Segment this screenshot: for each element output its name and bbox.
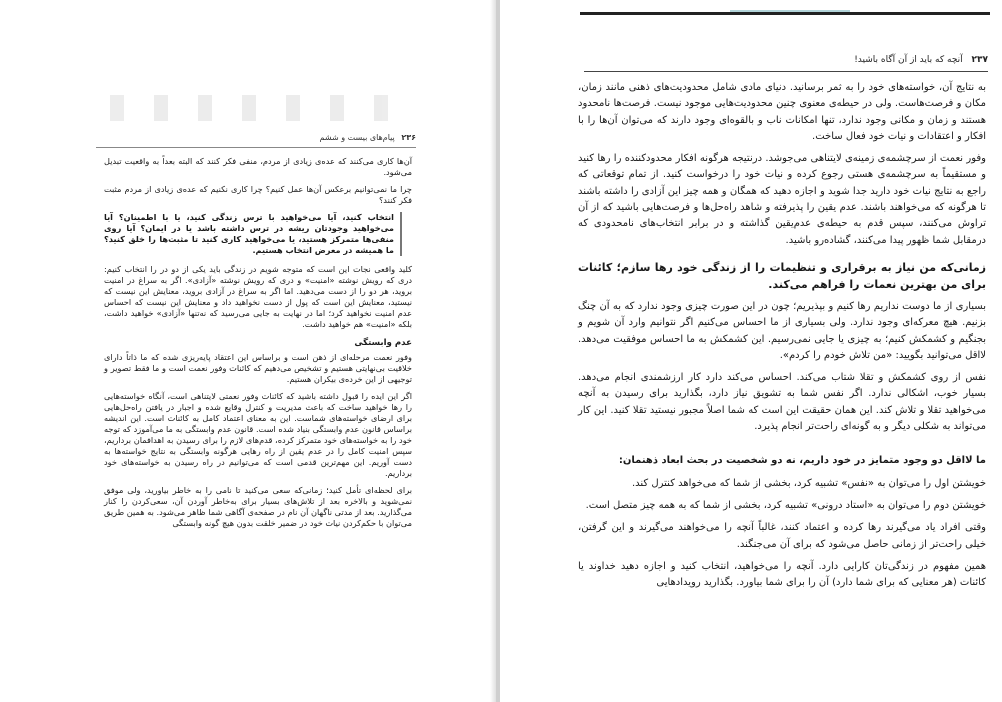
right-paragraph: همین مفهوم در زندگی‌تان کارایی دارد. آنچه را می‌خواهید، انتخاب کنید و اجازه دهید خداوند یا کائنات (هر معنایی که برای شما دارد) آن را برای شما بیاورد. بگذارید رویدادهایی (578, 560, 986, 589)
left-body-text (104, 156, 412, 535)
right-paragraph: بسیاری از ما دوست نداریم رها کنیم و بپذیریم؛ چون در این صورت چیزی وجود ندارد که به آن چنگ بزنیم. هیچ معرکه‌ای وجود ندارد. ولی بسیاری از ما احساس می‌کنیم اگر نتوانیم وارد آن شویم و بجنگیم و کشمکش کنیم؛ به چیزی یا جایی نمی‌رسیم. این کشمکش به ما احساس موفقیت می‌دهد. لااقل می‌توانید بگویید: «من تلاش خودم را کردم». (578, 300, 986, 361)
left-paragraph: اگر این ایده را قبول داشته باشید که کائنات وفور نعمتی لایتناهی است، آنگاه خواسته‌هایی را رها خواهید ساخت که باعث مدیریت و کنترل وقایع شده و اجبار در یافتن راه‌حل‌هایی برای ارضای خواسته‌های شماست. این به معنای اعتماد کامل به کائنات است. این اندیشه براساس قانون عدم وابستگی بنیاد شده است. قانون عدم وابستگی به ما می‌آموزد که توجه خود را به خواسته‌های خود متمرکز کرده، قدم‌های لازم را برای رسیدن به اهدافمان برداریم، سپس امنیت کامل را در عدم یقین از راه رهایی هرگونه وابستگی به نتایج خواسته‌ها به دست آوریم. این مهم‌ترین قدمی است که می‌توانیم در راه رسیدن به خواسته‌های خود برداریم. (104, 391, 412, 478)
left-paragraph: آن‌ها کاری می‌کنند که عده‌ی زیادی از مردم، منفی فکر کنند که البته بعداً به واقعیت تبدیل می‌شود. (104, 156, 412, 177)
top-rule (580, 12, 990, 15)
right-header-title: آنچه که باید از آن آگاه باشید! (854, 55, 963, 65)
right-body-text (578, 80, 986, 597)
top-rule-accent (730, 10, 850, 12)
left-highlight-box: انتخاب کنید، آیا می‌خواهید با ترس زندگی کنید، یا با اطمینان؟ آیا می‌خواهید وجودتان ریشه در ترس داشته باشد یا در ایمان؟ آیا روی منفی‌ها متمرکز هستید، یا می‌خواهید کاری کنید تا مثبت‌ها را خلق کنید؟ ما همیشه در معرض انتخاب هستیم. (104, 212, 402, 256)
left-paragraph: چرا ما نمی‌توانیم برعکس آن‌ها عمل کنیم؟ چرا کاری نکنیم که عده‌ی زیادی از مردم مثبت فکر کنند؟ (104, 184, 412, 205)
right-paragraph: خویشتن اول را می‌توان به «نفس» تشبیه کرد، بخشی از شما که می‌خواهد کنترل کند. (631, 477, 986, 489)
right-paragraph: نفس از روی کشمکش و تقلا شتاب می‌کند. احساس می‌کند دارد کار ارزشمندی انجام می‌دهد. بسیار خوب، اشکالی ندارد. اگر نفس شما به تشویق نیاز دارد، بگذارید برای رسیدن به آنچه می‌خواهید تقلا و تلاش کند. این همان حقیقت این است که شما اصلاً مجبور نیستید تقلا کنید. این کار می‌تواند به شکلی دیگر و به گونه‌ای راحت‌تر انجام پذیرد. (578, 372, 986, 433)
left-paragraph: برای لحظه‌ای تأمل کنید؛ زمانی‌که سعی می‌کنید تا نامی را به خاطر بیاورید، ولی موفق نمی‌شوید و بالاخره بعد از تلاش‌های بسیار برای به‌خاطر آوردن آن، سعی‌کردن را کنار می‌گذارید. بعد از مدتی ناگهان آن نام در صفحه‌ی آگاهی شما ظاهر می‌شود. به همین طریق می‌توان با حکم‌کردن نیات خود در ضمیر خلقت بدون هیچ گونه وابستگی (104, 485, 412, 528)
right-running-header (584, 55, 988, 72)
right-page (500, 0, 1002, 702)
right-page-number: ۲۳۷ (971, 55, 988, 65)
right-paragraph: وقتی افراد یاد می‌گیرند رها کرده و اعتماد کنند، غالباً آنچه را می‌خواهند می‌گیرند و این گرفتن، خیلی راحت‌تر از زمانی حاصل می‌شود که برای آن می‌جنگند. (578, 522, 986, 550)
right-paragraph: وفور نعمت از سرچشمه‌ی زمینه‌ی لایتناهی می‌جوشد. درنتیجه هرگونه افکار محدودکننده را رها کنید و مستقیماً به سرچشمه‌ی هستی رجوع کرده و نیات خود را درخواست کنید. از تمام توقعاتی که راجع به نتایج نیات خود دارید جدا شوید و اجازه دهید که همگان و همه چیز این آزادی را داشته باشند تا هرگونه که می‌خواهند باشند. عدم یقین را پذیرفته و شاهد راه‌حل‌ها و فرصت‌هایی باشید که از آن تراوش می‌کنند، سپس قدم به حیطه‌ی عدم‌یقین گذاشته و در برابر انتخاب‌های نامحدودی که درمقابل شما ظهور پیدا می‌کنند، گشاده‌رو باشید. (578, 153, 986, 246)
right-paragraph: خویشتن دوم را می‌توان به «استاد درونی» تشبیه کرد، بخشی از شما که به همه چیز متصل است. (585, 499, 986, 511)
left-paragraph: کلید واقعی نجات این است که متوجه شویم در زندگی باید یکی از دو در را انتخاب کنیم: دری که رویش نوشته «امنیت» و دری که رویش نوشته «آزادی». اگر به سراغ در امنیت بروید، هر دو را از دست می‌دهید. اما اگر به سراغ در آزادی بروید، معنایش این نیست که نیستید، معنایش این است که پول از دست نخواهید داد و معنایش این نیست که احساس عدم امنیت نخواهید کرد؛ اما در نهایت به جایی می‌رسید که نه‌تنها «آزادی» خواهید داشت، بلکه «امنیت» هم خواهید داشت. (104, 264, 412, 329)
right-paragraph: به نتایج آن، خواسته‌های خود را به ثمر برسانید. دنیای مادی شامل محدودیت‌های ذهنی مانند زمان، مکان و فرصت‌هاست. ولی در حیطه‌ی معنوی چنین محدودیت‌هایی موجود نیست. فرصت‌ها نامحدود هستند و زمان و مکانی وجود ندارد، تنها امکانات ناب و بالقوه‌ای وجود دارند که می‌توان آن‌ها را با افکار و اعتقادات و نیات خود فعال ساخت. (578, 82, 986, 142)
right-paragraph: ما لااقل دو وجود متمایز در خود داریم، نه دو شخصیت در بحث ابعاد ذهنمان: (618, 455, 986, 467)
left-paragraph: وفور نعمت مرحله‌ای از ذهن است و براساس این اعتقاد پایه‌ریزی شده که ما ذاتاً دارای خلاقیت بی‌نهایتی هستیم و تشخیص می‌دهیم که کائنات وفور نعمت است و ما فقط تصویر و توجیهی از این خرده‌ی بیکران هستیم. (104, 352, 412, 384)
left-running-header (96, 133, 416, 148)
left-header-title: پیام‌های بیست و ششم (319, 133, 395, 142)
left-page (0, 0, 496, 702)
left-page-number: ۲۳۶ (401, 133, 416, 142)
right-section-heading: زمانی‌که من نیاز به برقراری و تنظیمات را از زندگی خود رها سازم؛ کائنات برای من بهترین نعمات را فراهم می‌کند. (578, 260, 986, 291)
left-section-heading: عدم وابستگی (354, 338, 412, 348)
bleed-through-marks (110, 95, 410, 125)
